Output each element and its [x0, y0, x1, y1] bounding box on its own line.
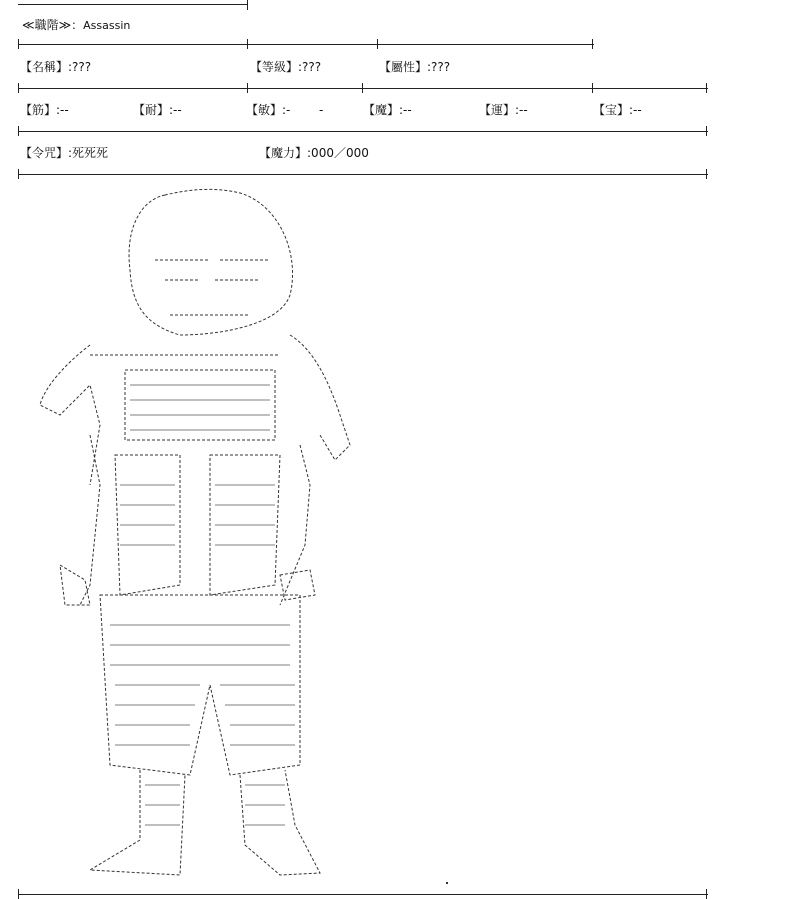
name-label: 【名稱】 [20, 60, 69, 74]
tick [18, 169, 19, 179]
mana-field [259, 146, 369, 160]
stat-luck [479, 103, 528, 117]
tick [18, 126, 19, 136]
tick [18, 39, 19, 49]
stat-value: :-- [399, 103, 412, 117]
stat-value: :-- [56, 103, 69, 117]
tick [706, 126, 707, 136]
stat-strength [20, 103, 69, 117]
tick [592, 39, 593, 49]
class-top-rule [18, 4, 248, 5]
tick [592, 83, 593, 93]
command-seal-field [20, 146, 108, 160]
row3-bottom-rule [18, 174, 708, 175]
tick [706, 169, 707, 179]
tick [247, 0, 248, 10]
stat-endurance [133, 103, 182, 117]
class-value: Assassin [83, 19, 131, 32]
tick [18, 889, 19, 899]
tick [706, 83, 707, 93]
tick [706, 889, 707, 899]
tick [362, 83, 363, 93]
figure-drawing [30, 185, 390, 885]
name-value: :??? [68, 60, 92, 74]
row1-top-rule [18, 44, 594, 45]
mana-label: 【魔力】 [259, 146, 308, 160]
bottom-rule [18, 894, 708, 895]
stat-agility [246, 103, 290, 117]
stat-label: 【耐】 [133, 103, 170, 117]
tick [377, 39, 378, 49]
attribute-value: :??? [427, 60, 451, 74]
attribute-label: 【屬性】 [379, 60, 428, 74]
stat-label: 【運】 [479, 103, 516, 117]
class-prefix: ≪職階≫： [22, 18, 84, 32]
tick [18, 83, 19, 93]
level-label: 【等級】 [250, 60, 299, 74]
stat-value: :-- [515, 103, 528, 117]
stat-value: :-- [629, 103, 642, 117]
stat-mana [363, 103, 412, 117]
stat-label: 【筋】 [20, 103, 57, 117]
attribute-field [379, 60, 450, 74]
stats-top-rule [18, 88, 708, 89]
stat-label: 【宝】 [593, 103, 630, 117]
ascii-art-figure [30, 185, 390, 885]
command-seal-value: :死死死 [68, 146, 109, 160]
stat-value: :-- [169, 103, 182, 117]
command-seal-label: 【令咒】 [20, 146, 69, 160]
class-line [22, 18, 130, 33]
dot [446, 882, 448, 884]
stat-label: 【魔】 [363, 103, 400, 117]
tick [247, 39, 248, 49]
level-field [250, 60, 321, 74]
name-field [20, 60, 91, 74]
stat-value: :- [282, 103, 291, 117]
tick [247, 83, 248, 93]
stat-phantasm [593, 103, 642, 117]
level-value: :??? [298, 60, 322, 74]
row3-top-rule [18, 131, 708, 132]
stat-extra-dash: - [319, 103, 324, 117]
mana-value: :000／000 [307, 146, 369, 160]
stat-label: 【敏】 [246, 103, 283, 117]
